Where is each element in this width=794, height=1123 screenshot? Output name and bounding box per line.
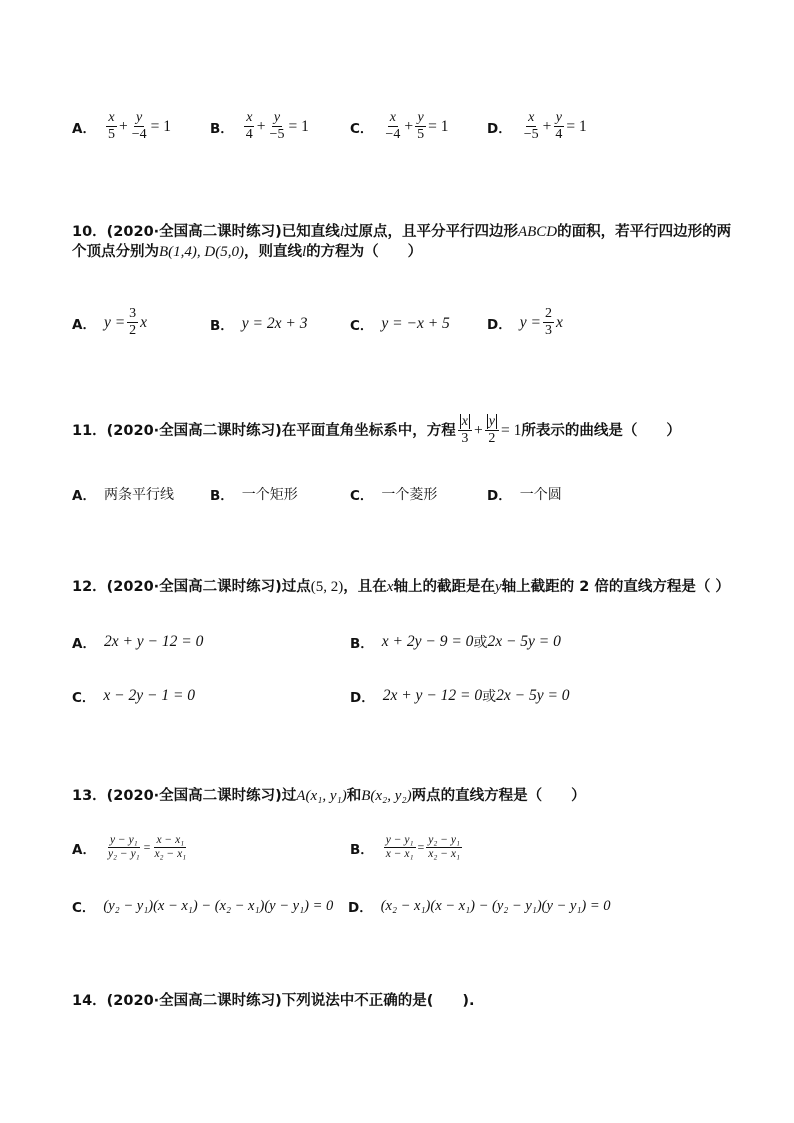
denominator: −4 <box>131 127 147 142</box>
numerator: x <box>108 110 115 125</box>
option-label: D． <box>487 120 512 137</box>
option-label: B． <box>210 318 234 334</box>
q13-option-c <box>72 896 333 916</box>
numerator: y <box>273 110 281 125</box>
stem-text: 轴上截距的 2 倍的直线方程是（ ） <box>501 579 730 595</box>
question-12-stem <box>72 577 732 597</box>
stem-text: 个顶点分别为 <box>72 244 159 260</box>
option-label: B． <box>210 488 234 504</box>
equation: 2x + y − 12 = 0 <box>382 687 483 704</box>
q11-option-b <box>210 484 298 504</box>
option-label: D． <box>350 690 375 706</box>
equation: $\frac{x}{5}$ + $\frac{y}{-4}$ = 1 <box>107 110 171 142</box>
stem-text: 10．(2020·全国高二课时练习)已知直线 <box>72 224 340 240</box>
rhs: = 1 <box>288 117 309 135</box>
option-text: 两条平行线 <box>103 487 174 503</box>
equation <box>104 306 147 339</box>
denominator: x₂ − x₁ <box>428 848 461 860</box>
stem-text: 13．(2020·全国高二课时练习)过 <box>72 788 297 804</box>
equation: y = −x + 5 <box>381 315 450 332</box>
numerator: x <box>389 110 396 125</box>
var-l: l <box>339 224 344 240</box>
stem-text: 所表示的曲线是（ ） <box>521 422 681 439</box>
numerator: x <box>461 414 469 429</box>
stem-text: ，且在 <box>343 579 387 595</box>
option-label: D． <box>348 900 373 916</box>
q11-option-d <box>487 484 562 504</box>
equation: (y₂ − y₁)(x − x₁) − (x₂ − x₁)(y − y₁) = 0 <box>103 897 334 914</box>
denominator: −5 <box>269 127 285 142</box>
q10-option-c <box>350 314 450 334</box>
equation: 2x + y − 12 = 0 <box>103 633 204 650</box>
option-label: B． <box>350 841 374 858</box>
question-10-stem <box>72 222 732 262</box>
rhs: = 1 <box>150 117 171 135</box>
lhs: y = <box>519 313 541 331</box>
q13-option-d <box>348 896 611 916</box>
denominator: 2 <box>488 431 496 446</box>
numerator: x <box>528 110 535 125</box>
conjunction: 或 <box>482 689 497 705</box>
equation: x + 2y − 9 = 0 <box>381 633 474 650</box>
q10-option-d <box>487 306 563 339</box>
denominator: x₂ − x₁ <box>154 848 187 860</box>
numerator: 3 <box>129 306 137 321</box>
var-x: x <box>386 579 394 595</box>
option-label: C． <box>350 120 374 137</box>
numerator: y − y₁ <box>385 834 414 846</box>
numerator: x <box>246 110 253 125</box>
option-text: 一个圆 <box>519 487 562 503</box>
q9-option-c <box>350 110 448 143</box>
equation: y = 2x + 3 <box>241 315 308 332</box>
equation: $\frac{x}{4}$ + $\frac{y}{-5}$ = 1 <box>245 110 309 142</box>
question-11-stem <box>72 414 732 447</box>
numerator: y <box>136 110 143 125</box>
option-label: C． <box>72 690 96 706</box>
lhs: y = <box>103 313 126 331</box>
q9-option-b <box>210 110 309 143</box>
numerator: y <box>488 414 495 429</box>
option-text: 一个菱形 <box>381 487 438 503</box>
denominator: x − x₁ <box>385 848 414 860</box>
option-label: A． <box>72 316 96 333</box>
q12-option-c <box>72 686 195 706</box>
equation: $\frac{x}{-5}$ + $\frac{y}{4}$ = 1 <box>523 110 587 142</box>
numerator: y − y₁ <box>109 834 138 846</box>
point-a: A(x₁, y₁) <box>296 788 347 804</box>
q13-option-b <box>350 834 464 861</box>
q9-option-a <box>72 110 171 143</box>
numerator: y <box>417 110 424 125</box>
q13-option-a <box>72 834 190 861</box>
stem-text: 和 <box>346 788 362 804</box>
var-abcd: ABCD <box>517 224 558 240</box>
denominator: 4 <box>555 127 563 142</box>
option-label: C． <box>350 318 374 334</box>
numerator: y₂ − y₁ <box>428 834 461 846</box>
denominator: y₂ − y₁ <box>107 848 140 860</box>
option-label: B． <box>350 636 374 652</box>
question-13-stem <box>72 786 732 806</box>
var: x <box>140 313 148 331</box>
stem-text: 14．(2020·全国高二课时练习)下列说法中不正确的是( ). <box>72 993 475 1009</box>
numerator: y <box>555 110 562 125</box>
option-label: B． <box>210 120 234 137</box>
stem-text: 的面积，若平行四边形的两 <box>557 224 732 240</box>
stem-text: 轴上的截距是在 <box>393 579 495 595</box>
q11-option-a <box>72 484 174 504</box>
denominator: −5 <box>523 127 539 142</box>
option-text: 一个矩形 <box>241 487 298 503</box>
equation <box>520 306 563 339</box>
point: (5, 2) <box>310 579 344 595</box>
stem-text: 过原点，且平分平行四边形 <box>343 224 518 240</box>
var-y: y <box>494 579 502 595</box>
equation: (x₂ − x₁)(x − x₁) − (y₂ − y₁)(y − y₁) = 0 <box>380 897 611 914</box>
stem-text: 12．(2020·全国高二课时练习)过点 <box>72 579 311 595</box>
numerator: 2 <box>544 306 552 321</box>
denominator: 5 <box>107 127 115 142</box>
denominator: −4 <box>385 127 401 142</box>
q10-option-b <box>210 314 307 334</box>
stem-text: ，则直线 <box>243 244 302 260</box>
rhs: = 1 <box>566 117 587 135</box>
q12-option-b <box>350 632 561 652</box>
option-label: A． <box>72 841 96 858</box>
equation: x − 2y − 1 = 0 <box>103 687 196 704</box>
equation: $\frac{x}{3}$ + $\frac{y}{2}$ = 1 <box>456 414 522 447</box>
denominator: 4 <box>245 127 253 142</box>
denominator: 5 <box>417 127 425 142</box>
option-label: C． <box>72 900 96 916</box>
points: B(1,4), D(5,0) <box>159 244 244 260</box>
option-label: A． <box>72 636 96 652</box>
point-b: B(x₂, y₂) <box>361 788 412 804</box>
numerator: x − x₁ <box>156 834 185 846</box>
q9-option-d <box>487 110 587 143</box>
option-label: A． <box>72 488 96 504</box>
var: x <box>555 313 563 331</box>
option-label: A． <box>72 120 96 137</box>
option-label: C． <box>350 488 374 504</box>
question-14-stem <box>72 991 732 1011</box>
option-label: D． <box>487 316 512 333</box>
denominator: 2 <box>129 323 137 338</box>
equation: 2x − 5y = 0 <box>496 687 570 704</box>
equation: 2x − 5y = 0 <box>487 633 561 650</box>
stem-text: 11．(2020·全国高二课时练习)在平面直角坐标系中，方程 <box>72 422 456 439</box>
equation: $\frac{\text{y − y₁}}{\text{y₂ − y₁}}$ = $\frac{\text{x − x₁}}{\text{x₂ − x₁}}$ <box>107 834 187 860</box>
denominator: 3 <box>461 431 469 446</box>
conjunction: 或 <box>473 635 488 651</box>
var-l: l <box>301 244 307 260</box>
denominator: 3 <box>544 323 552 338</box>
stem-text: 的方程为（ ） <box>306 244 423 260</box>
equation: $\frac{x}{-4}$ + $\frac{y}{5}$ = 1 <box>385 110 449 142</box>
rhs: = 1 <box>428 117 449 135</box>
q11-option-c <box>350 484 437 504</box>
q12-option-a <box>72 632 203 652</box>
stem-text: 两点的直线方程是（ ） <box>411 788 586 804</box>
q12-option-d <box>350 686 570 706</box>
rhs: = 1 <box>500 421 522 439</box>
q10-option-a <box>72 306 147 339</box>
option-label: D． <box>487 488 512 504</box>
equation: $\frac{\text{y − y₁}}{\text{x − x₁}}$ = $\frac{\text{y₂ − y₁}}{\text{x₂ − x₁}}$ <box>385 834 461 860</box>
